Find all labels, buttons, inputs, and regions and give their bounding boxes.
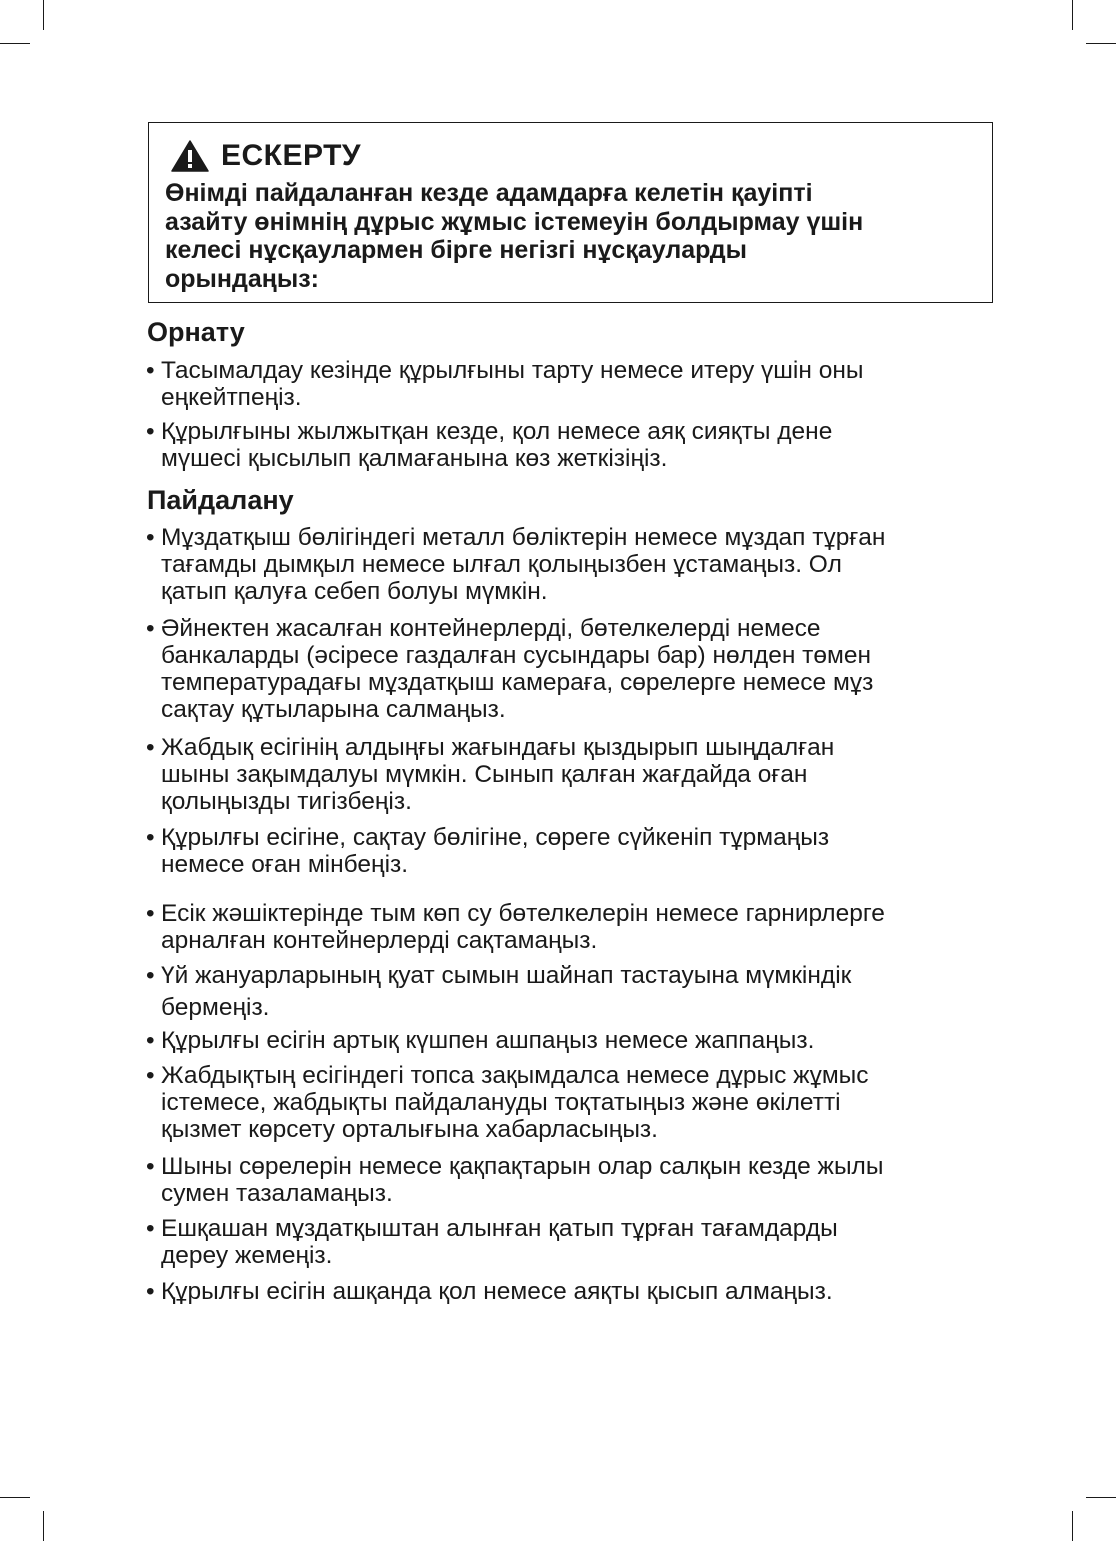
item-line: Шыны сөрелерін немесе қақпақтарын олар салқын кезде жылы [161,1153,884,1180]
item-line: Әйнектен жасалған контейнерлерді, бөтелкелерді немесе [161,615,821,642]
item-line: тағамды дымқыл немесе ылғал қолыңызбен ұстамаңыз. Ол [161,551,842,578]
bullet-icon: • [146,1027,155,1054]
warning-triangle-icon [171,140,209,172]
item-line: Құрылғы есігін артық күшпен ашпаңыз немесе жаппаңыз. [161,1027,815,1054]
crop-mark [0,43,30,44]
crop-mark [0,1497,30,1498]
item-line: немесе оған мінбеңіз. [161,851,409,878]
item-line: Есік жәшіктерінде тым көп су бөтелкелерін немесе гарнирлерге [161,900,885,927]
list-item [146,824,976,878]
list-item [146,1062,976,1143]
crop-mark [43,1511,44,1541]
item-line: қызмет көрсету орталығына хабарласыңыз. [161,1116,658,1143]
warning-title: ЕСКЕРТУ [221,139,362,172]
item-line: қолыңызды тигізбеңіз. [161,788,412,815]
item-line: істемесе, жабдықты пайдалануды тоқтатыңыз және өкілетті [161,1089,841,1116]
bullet-icon: • [146,418,155,445]
list-item [146,1215,976,1269]
item-line: Құрылғыны жылжытқан кезде, қол немесе аяқ сияқты дене [161,418,833,445]
bullet-icon: • [146,1153,155,1180]
crop-mark [1086,43,1116,44]
item-line: Үй жануарларының қуат сымын шайнап тастауына мүмкіндік [161,962,852,989]
warning-box [148,122,993,303]
item-line: сумен тазаламаңыз. [161,1180,393,1207]
warning-line: келесі нұсқаулармен бірге негізгі нұсқауларды [165,236,747,264]
item-line: шыны зақымдалуы мүмкін. Сынып қалған жағдайда оған [161,761,808,788]
item-line: арналған контейнерлерді сақтамаңыз. [161,927,598,954]
bullet-icon: • [146,734,155,761]
section-title-installation: Орнату [147,317,245,347]
bullet-icon: • [146,824,155,851]
warning-header [171,139,361,173]
list-item [146,1153,976,1207]
crop-mark [1072,0,1073,30]
bullet-icon: • [146,1062,155,1089]
warning-text [165,179,985,293]
list-item [146,524,976,605]
bullet-icon: • [146,615,155,642]
item-line: еңкейтпеңіз. [161,384,302,411]
item-line: дереу жемеңіз. [161,1242,333,1269]
bullet-icon: • [146,1215,155,1242]
crop-mark [1072,1511,1073,1541]
bullet-icon: • [146,524,155,551]
warning-line: азайту өнімнің дұрыс жұмыс істемеуін болдырмау үшін [165,207,864,236]
bullet-icon: • [146,1278,155,1305]
item-line: қатып қалуға себеп болуы мүмкін. [161,578,548,605]
item-line: Жабдықтың есігіндегі топса зақымдалса немесе дұрыс жұмыс [161,1062,869,1089]
item-line: Жабдық есігінің алдыңғы жағындағы қыздырып шыңдалған [161,734,835,761]
item-line: сақтау құтыларына салмаңыз. [161,696,506,723]
bullet-icon: • [146,900,155,927]
list-item [146,734,976,815]
section-title-usage: Пайдалану [147,485,294,515]
list-item [146,418,976,472]
item-line: Құрылғы есігін ашқанда қол немесе аяқты қысып алмаңыз. [161,1278,833,1305]
crop-mark [43,0,44,30]
item-line: мүшесі қысылып қалмағанына көз жеткізіңіз. [161,445,668,472]
list-item [146,900,976,954]
bullet-icon: • [146,962,155,989]
item-line: бермеңіз. [161,994,270,1021]
list-item [146,1278,976,1305]
list-item [146,615,976,723]
list-item [146,357,976,411]
warning-line: Өнімді пайдаланған кезде адамдарға келетін қауіпті [165,179,813,207]
item-line: Тасымалдау кезінде құрылғыны тарту немесе итеру үшін оны [161,357,864,384]
warning-line: орындаңыз: [165,264,319,293]
crop-mark [1086,1497,1116,1498]
item-line: температурадағы мұздатқыш камераға, сөрелерге немесе мұз [161,669,874,696]
list-item [146,962,976,1021]
item-line: Құрылғы есігіне, сақтау бөлігіне, сөреге сүйкеніп тұрмаңыз [161,824,830,851]
list-item [146,1027,976,1054]
bullet-icon: • [146,357,155,384]
item-line: банкаларды (әсіресе газдалған сусындары бар) нөлден төмен [161,642,871,669]
item-line: Ешқашан мұздатқыштан алынған қатып тұрған тағамдарды [161,1215,838,1242]
item-line: Мұздатқыш бөлігіндегі металл бөліктерін немесе мұздап тұрған [161,524,886,551]
